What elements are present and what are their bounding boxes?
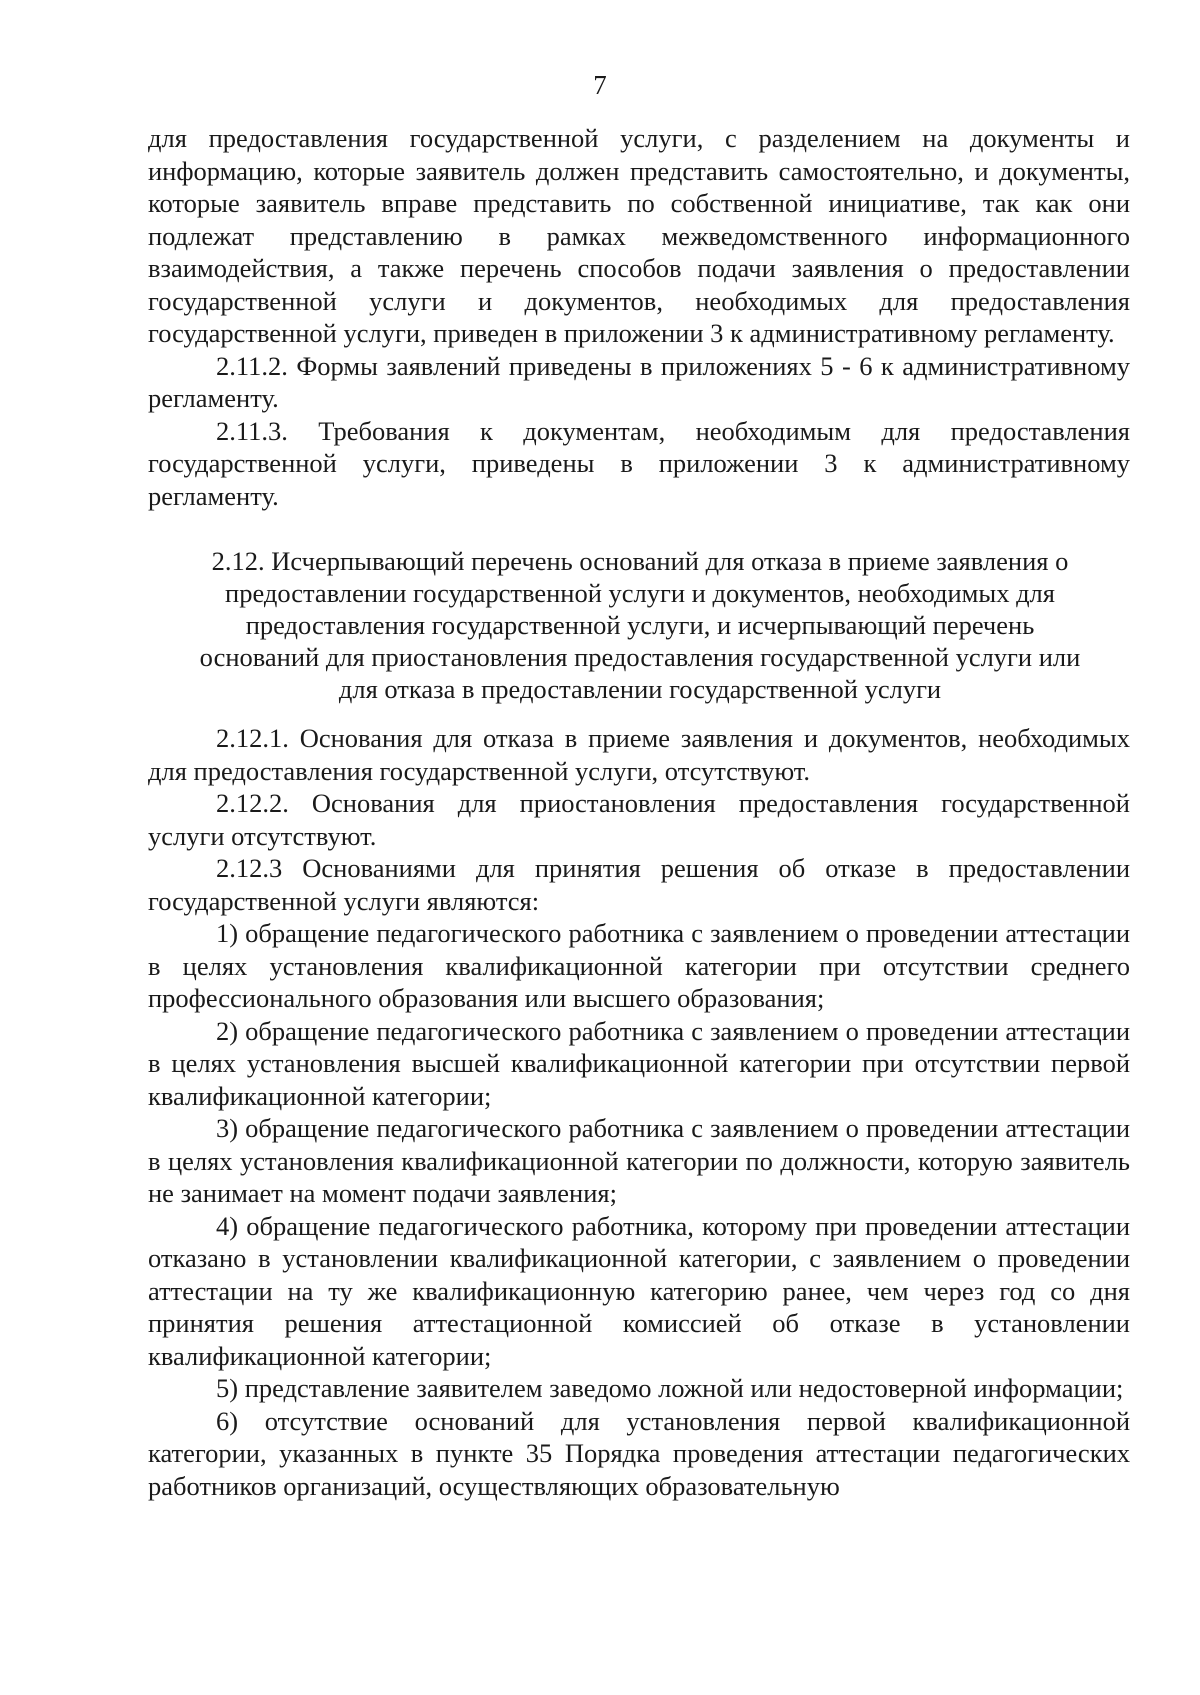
paragraph-2-11-2: 2.11.2. Формы заявлений приведены в приложениях 5 - 6 к административному регламенту. <box>148 350 1130 413</box>
paragraph-2-12-2: 2.12.2. Основания для приостановления предоставления государственной услуги отсутствуют. <box>148 788 1130 851</box>
list-item: 1) обращение педагогического работника с заявлением о проведении аттестации в целях установления квалификационной категории при отсутствии среднего профессионального образования или высшего образования; <box>148 918 1130 1013</box>
paragraph-2-11-3: 2.11.3. Требования к документам, необходимым для предоставления государственной услуги, приведены в приложении 3 к административному регламенту. <box>148 415 1130 511</box>
heading-line: 2.12. Исчерпывающий перечень оснований для отказа в приеме заявления о <box>211 546 1069 576</box>
paragraph-2-12-1: 2.12.1. Основания для отказа в приеме заявления и документов, необходимых для предоставления государственной услуги, отсутствуют. <box>148 723 1130 786</box>
list-item: 4) обращение педагогического работника, которому при проведении аттестации отказано в установлении квалификационной категории, с заявлением о проведении аттестации на ту же квалификационную категорию ранее, чем через год со дня принятия решения аттестационной комиссией об отказе в установлении квалификационной категории; <box>148 1210 1130 1371</box>
heading-line: предоставления государственной услуги, и исчерпывающий перечень <box>245 610 1035 640</box>
paragraph-continuation: для предоставления государственной услуги, с разделением на документы и информацию, которые заявитель должен представить самостоятельно, и документы, которые заявитель вправе представить по собственной инициативе, так как они подлежат представлению в рамках межведомственного информационного взаимодействия, а также перечень способов подачи заявления о предоставлении государственной услуги и документов, необходимых для предоставления государственной услуги, приведен в приложении 3 к административному регламенту. <box>148 123 1130 348</box>
paragraph-2-12-3: 2.12.3 Основаниями для принятия решения об отказе в предоставлении государственной услуги являются: <box>148 853 1130 916</box>
section-2-11-text <box>148 122 1130 512</box>
list-item: 3) обращение педагогического работника с заявлением о проведении аттестации в целях установления квалификационной категории по должности, которую заявитель не занимает на момент подачи заявления; <box>148 1113 1130 1208</box>
list-item: 2) обращение педагогического работника с заявлением о проведении аттестации в целях установления высшей квалификационной категории при отсутствии первой квалификационной категории; <box>148 1015 1130 1111</box>
heading-line: для отказа в предоставлении государственной услуги <box>338 674 942 704</box>
section-2-12-text <box>148 722 1130 1502</box>
page-number: 7 <box>593 70 607 100</box>
list-item: 6) отсутствие оснований для установления первой квалификационной категории, указанных в пункте 35 Порядка проведения аттестации педагогических работников организаций, осуществляющих образовательную <box>148 1405 1130 1501</box>
heading-line: оснований для приостановления предоставления государственной услуги или <box>199 642 1081 672</box>
list-item: 5) представление заявителем заведомо ложной или недостоверной информации; <box>216 1373 1124 1403</box>
section-2-12-heading <box>150 545 1130 705</box>
heading-line: предоставлении государственной услуги и документов, необходимых для <box>225 578 1055 608</box>
